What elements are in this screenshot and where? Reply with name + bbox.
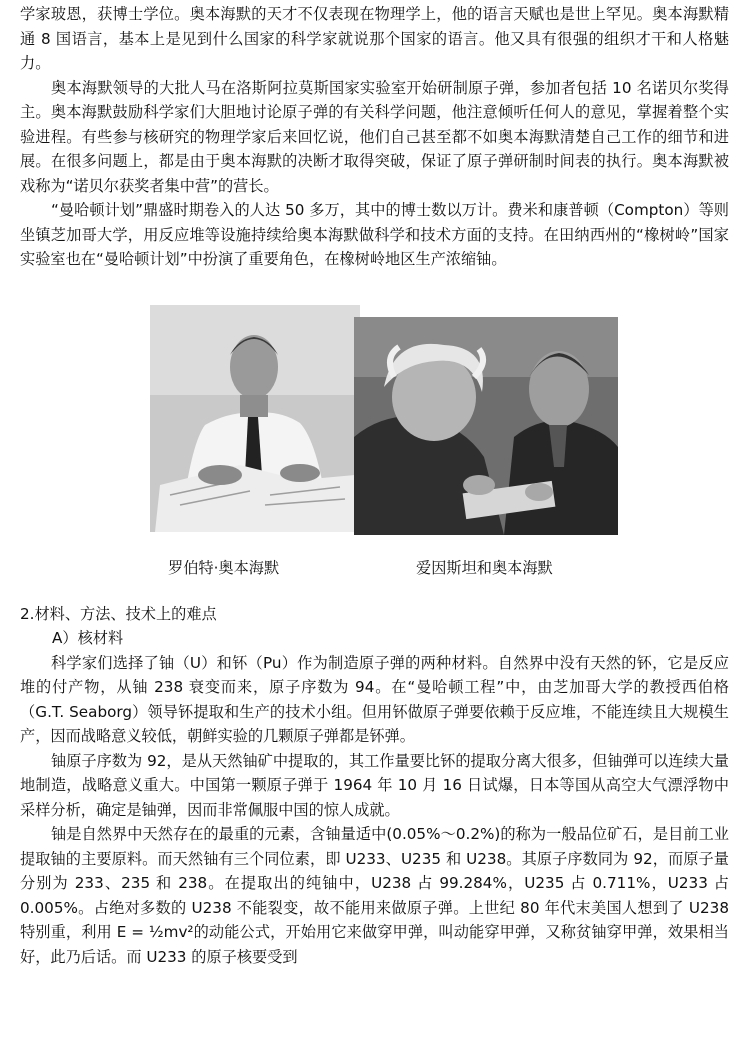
paragraph-uranium-bomb: 铀原子序数为 92，是从天然铀矿中提取的，其工作量要比钚的提取分离大很多，但铀弹可以连续大量地制造，战略意义重大。中国第一颗原子弹于 1964 年 10 月 16 日试爆，日本等国从高空大气漂浮物中采样分析，确定是铀弹，因而非常佩服中国的惊人成就。 bbox=[20, 751, 729, 819]
caption-oppenheimer: 罗伯特·奥本海默 bbox=[168, 558, 280, 577]
paragraph-genius: 学家玻恩，获博士学位。奥本海默的天才不仅表现在物理学上，他的语言天赋也是世上罕见。奥本海默精通 8 国语言，基本上是见到什么国家的科学家就说那个国家的语言。他又具有很强的组织才干和人格魅力。 bbox=[20, 5, 729, 72]
section-heading: 2.材料、方法、技术上的难点 bbox=[20, 604, 217, 623]
oppenheimer-photo bbox=[150, 305, 360, 532]
paragraph-plutonium: 科学家们选择了铀（U）和钚（Pu）作为制造原子弹的两种材料。自然界中没有天然的钚，它是反应堆的付产物，从铀 238 衰变而来，原子序数为 94。在“曼哈顿工程”中，由芝加哥大学的教授西伯格（G.T. Seaborg）领导钚提取和生产的技术小组。但用钚做原子弹要依赖于反应堆，不能连续且大规模生产，因而战略意义较低，朝鲜实验的几颗原子弹都是钚弹。 bbox=[20, 653, 729, 745]
caption-einstein-oppenheimer: 爱因斯坦和奥本海默 bbox=[416, 558, 553, 577]
subsection-heading: A）核材料 bbox=[52, 629, 124, 647]
paragraph-manhattan-project: “曼哈顿计划”鼎盛时期卷入的人达 50 多万，其中的博士数以万计。费米和康普顿（Compton）等则坐镇芝加哥大学，用反应堆等设施持续给奥本海默做科学和技术方面的支持。在田纳西州的“橡树岭”国家实验室也在“曼哈顿计划”中扮演了重要角色，在橡树岭地区生产浓缩铀。 bbox=[20, 201, 729, 268]
paragraph-los-alamos: 奥本海默领导的大批人马在洛斯阿拉莫斯国家实验室开始研制原子弹，参加者包括 10 名诺贝尔奖得主。奥本海默鼓励科学家们大胆地讨论原子弹的有关科学问题，他注意倾听任何人的意见，掌握着整个实验进程。有些参与核研究的物理学家后来回忆说，他们自己甚至都不如奥本海默清楚自己工作的细节和进展。在很多问题上，都是由于奥本海默的决断才取得突破，保证了原子弹研制时间表的执行。奥本海默被戏称为“诺贝尔获奖者集中营”的营长。 bbox=[20, 78, 729, 195]
paragraph-uranium-isotopes: 铀是自然界中天然存在的最重的元素，含铀量适中(0.05%～0.2%)的称为一般品位矿石，是目前工业提取铀的主要原料。而天然铀有三个同位素，即 U233、U235 和 U238。其原子序数同为 92，而原子量分别为 233、235 和 238。在提取出的纯铀中，U238 占 99.284%，U235 占 0.711%，U233 占 0.005%。占绝对多数的 U238 不能裂变，故不能用来做原子弹。上世纪 80 年代末美国人想到了 U238 特别重，利用 E = ½mv²的动能公式，开始用它来做穿甲弹，叫动能穿甲弹，又称贫铀穿甲弹，效果相当好，此乃后话。而 U233 的原子核要受到 bbox=[20, 825, 729, 966]
einstein-oppenheimer-photo bbox=[354, 317, 618, 535]
figure-row bbox=[20, 272, 729, 602]
